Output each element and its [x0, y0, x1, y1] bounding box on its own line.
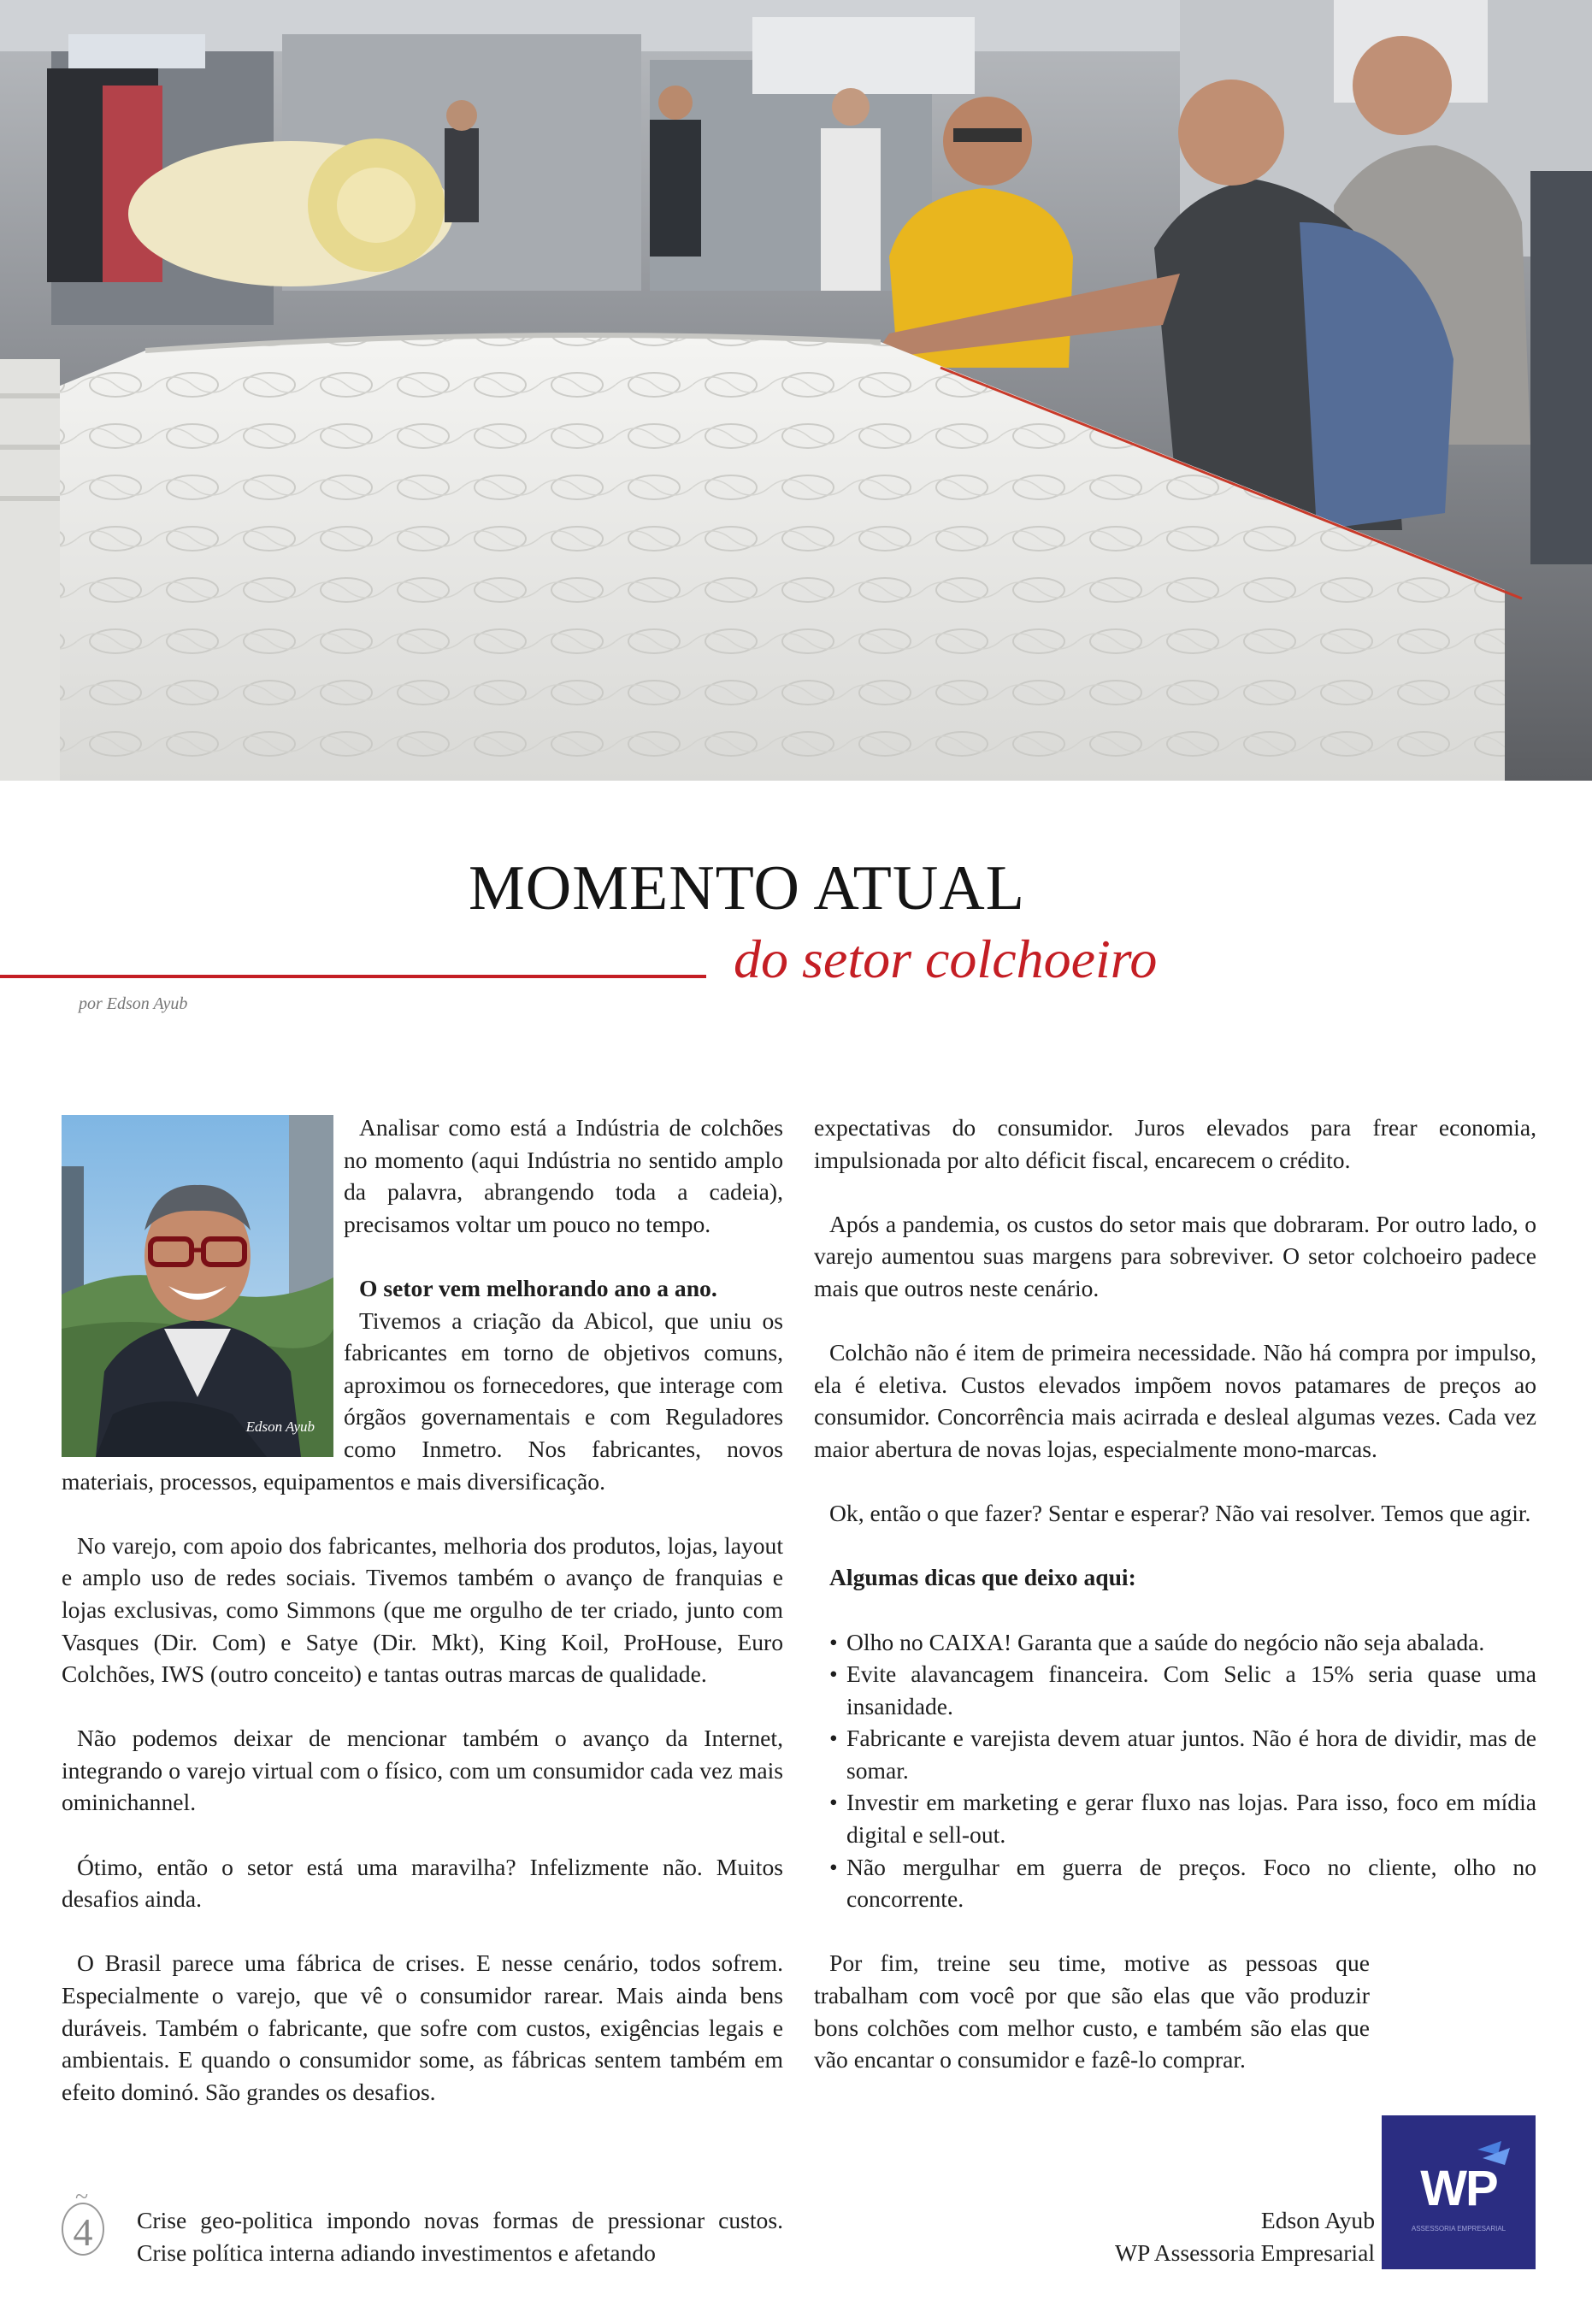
author-photo-caption: Edson Ayub [245, 1419, 315, 1436]
signature [1115, 2204, 1375, 2268]
hero-photo-illustration [0, 0, 1592, 781]
section-heading: O setor vem melhorando ano a ano. [359, 1274, 717, 1301]
left-column [62, 1112, 783, 2140]
bullet-icon: • [829, 1725, 838, 1752]
title-divider-line [0, 975, 706, 978]
tips-list-item: • Olho no CAIXA! Garanta que a saúde do negócio não seja abalada. [814, 1626, 1536, 1659]
paragraph-abicol: Tivemos a criação da Abicol, que uniu os fabricantes em torno de objetivos comuns, aproximou os fornecedores, que interage com órgãos governamentais e com Reguladores como Inmetro. Nos fabricantes, novos materiais, processos, equipamentos e mais diversificação. [62, 1307, 783, 1495]
page-number-text: 4 [73, 2210, 93, 2254]
hero-photo [0, 0, 1592, 781]
paragraph-pandemic: Após a pandemia, os custos do setor mais que dobraram. Por outro lado, o varejo aumentou suas margens para sobreviver. O setor colchoeiro padece mais que outros neste cenário. [814, 1210, 1536, 1301]
paragraph-mattress-nonessential: Colchão não é item de primeira necessidade. Não há compra por impulso, ela é eletiva. Custos elevados impõem novos patamares de preços ao consumidor. Concorrência mais acirrada e desleal algumas vezes. Cada vez maior abertura de novas lojas, especialmente mono-marcas. [814, 1339, 1536, 1462]
article-title: MOMENTO ATUAL [469, 853, 1025, 923]
paragraph-intro: Analisar como está a Indústria de colchões no momento (aqui Indústria no sentido amplo da palavra, abrangendo toda a cadeia), precisamos voltar um pouco no tempo. [344, 1114, 783, 1237]
signature-company: WP Assessoria Empresarial [1115, 2238, 1375, 2266]
wp-logo [1382, 2115, 1536, 2269]
tips-list-item: • Fabricante e varejista devem atuar juntos. Não é hora de dividir, mas de somar. [814, 1722, 1536, 1786]
bullet-icon: • [829, 1628, 838, 1655]
right-column [814, 1112, 1536, 2108]
author-photo [62, 1115, 333, 1457]
tips-list-item: • Não mergulhar em guerra de preços. Foco no cliente, olho no concorrente. [814, 1851, 1536, 1915]
byline: por Edson Ayub [79, 994, 188, 1013]
bullet-icon: • [829, 1853, 838, 1880]
article-subtitle: do setor colchoeiro [734, 929, 1158, 989]
paragraph-expectations: expectativas do consumidor. Juros elevados para frear economia, impulsionada por alto déficit fiscal, encarecem o crédito. [814, 1114, 1536, 1173]
wp-logo-text: WP [1420, 2161, 1497, 2216]
tips-heading: Algumas dicas que deixo aqui: [829, 1564, 1136, 1591]
paragraph-what-to-do: Ok, então o que fazer? Sentar e esperar? Não vai resolver. Temos que agir. [829, 1500, 1531, 1527]
tips-list-item: • Evite alavancagem financeira. Com Selic a 15% seria quase uma insanidade. [814, 1658, 1536, 1722]
signature-name: Edson Ayub [1260, 2207, 1375, 2233]
page-number [62, 2184, 106, 2259]
tips-list-item: • Investir em marketing e gerar fluxo nas lojas. Para isso, foco em mídia digital e sell-out. [814, 1786, 1536, 1850]
page-number-ornament: ~ [75, 2184, 89, 2210]
paragraph-closing: Por fim, treine seu time, motive as pessoas que trabalham com você por que são elas que vão produzir bons colchões com melhor custo, e também são elas que vão encantar o consumidor e fazê-lo comprar. [814, 1949, 1370, 2073]
paragraph-geopolitics: Crise geo-politica impondo novas formas de pressionar custos. Crise política interna adiando investimentos e afetando [137, 2207, 783, 2266]
wp-logo-subtext: ASSESSORIA EMPRESARIAL [1411, 2225, 1507, 2233]
paragraph-retail: No varejo, com apoio dos fabricantes, melhoria dos produtos, lojas, layout e amplo uso de redes sociais. Tivemos também o avanço de franquias e lojas exclusivas, como Simmons (que me orgulho de ter criado, junto com Vasques (Dir. Com) e Satye (Dir. Mkt), King Koil, ProHouse, Euro Colchões, IWS (outro conceito) e tantas outras marcas de qualidade. [62, 1531, 783, 1688]
author-photo-illustration [62, 1115, 333, 1457]
bullet-icon: • [829, 1789, 838, 1816]
paragraph-challenges: Ótimo, então o setor está uma maravilha? Infelizmente não. Muitos desafios ainda. [62, 1853, 783, 1913]
paragraph-crises: O Brasil parece uma fábrica de crises. E nesse cenário, todos sofrem. Especialmente o varejo, que vê o consumidor rarear. Mais ainda bens duráveis. Também o fabricante, que sofre com custos, exigências legais e ambientais. E quando o consumidor some, as fábricas sentem também em efeito dominó. São grandes os desafios. [62, 1949, 783, 2105]
bullet-icon: • [829, 1660, 838, 1688]
paragraph-internet: Não podemos deixar de mencionar também o avanço da Internet, integrando o varejo virtual com o físico, com um consumidor cada vez mais ominichannel. [62, 1725, 783, 1816]
tips-list [814, 1626, 1536, 1915]
